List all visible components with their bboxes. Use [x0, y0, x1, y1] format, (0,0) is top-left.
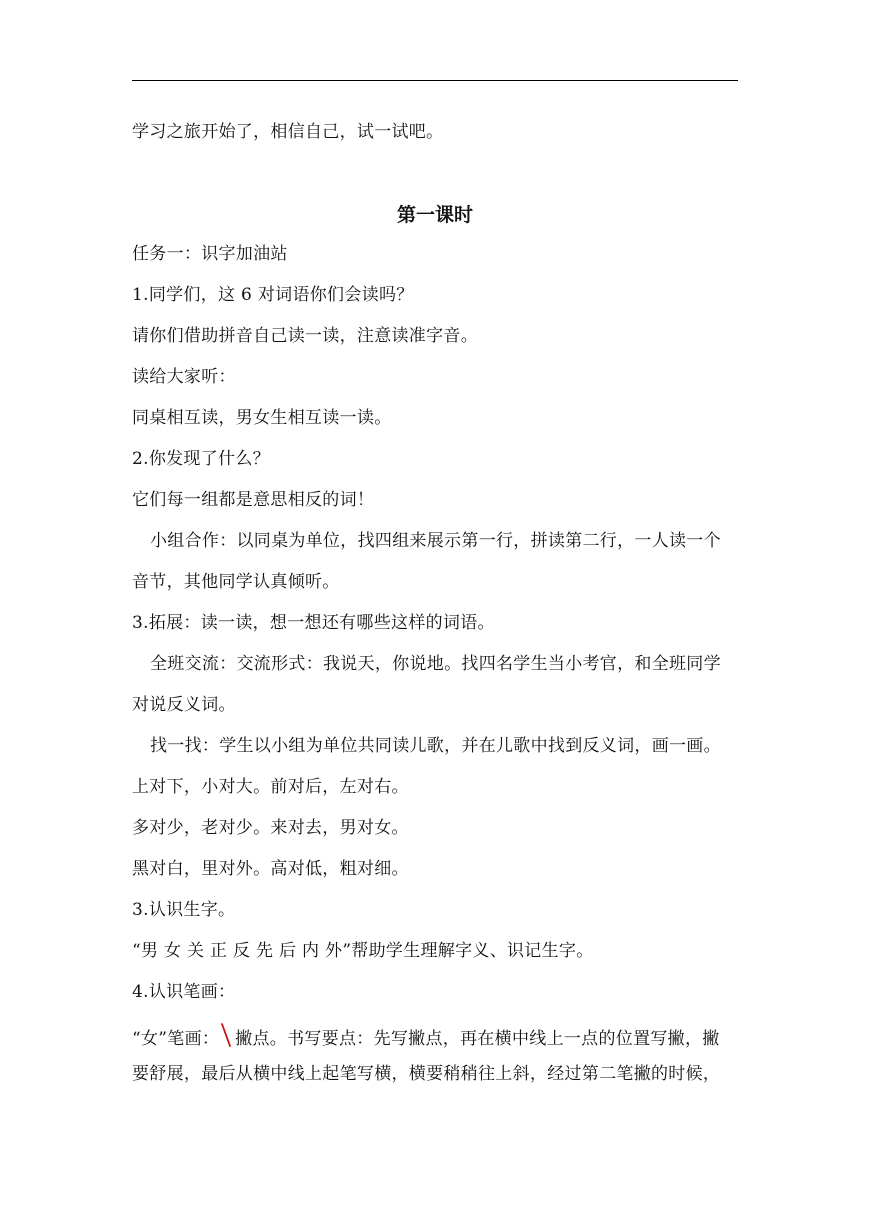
task-title: 任务一：识字加油站 [132, 244, 288, 264]
body-line: 对说反义词。 [132, 695, 236, 715]
body-line: 黑对白，里对外。高对低，粗对细。 [132, 859, 409, 879]
body-line: 3.认识生字。 [132, 900, 236, 920]
body-line: 2.你发现了什么？ [132, 449, 270, 469]
body-line: 读给大家听： [132, 367, 236, 387]
intro-line: 学习之旅开始了，相信自己，试一试吧。 [132, 122, 444, 142]
stroke-line-prefix: “女”笔画： [132, 1029, 220, 1049]
body-line: 同桌相互读，男女生相互读一读。 [132, 408, 392, 428]
body-line: 小组合作：以同桌为单位，找四组来展示第一行，拼读第二行，一人读一个 [150, 531, 721, 551]
body-line: 上对下，小对大。前对后，左对右。 [132, 777, 409, 797]
body-line: 要舒展，最后从横中线上起笔写横，横要稍稍往上斜，经过第二笔撇的时候， [132, 1064, 721, 1084]
body-line: 它们每一组都是意思相反的词！ [132, 490, 375, 510]
body-line: 音节，其他同学认真倾听。 [132, 572, 340, 592]
stroke-line [132, 1022, 720, 1050]
body-line: 3.拓展：读一读，想一想还有哪些这样的词语。 [132, 613, 495, 633]
lesson-title: 第一课时 [396, 204, 473, 226]
body-line: “男 女 关 正 反 先 后 内 外”帮助学生理解字义、识记生字。 [132, 941, 594, 961]
body-line: 4.认识笔画： [132, 982, 236, 1002]
stroke-line-suffix: 撇点。书写要点：先写撇点，再在横中线上一点的位置写撇，撇 [235, 1029, 720, 1049]
body-line: 多对少，老对少。来对去，男对女。 [132, 818, 409, 838]
pie-dian-stroke-icon [219, 1022, 233, 1050]
body-line: 全班交流：交流形式：我说天，你说地。找四名学生当小考官，和全班同学 [150, 654, 721, 674]
body-line: 请你们借助拼音自己读一读，注意读准字音。 [132, 326, 478, 346]
body-line: 找一找：学生以小组为单位共同读儿歌，并在儿歌中找到反义词，画一画。 [150, 736, 721, 756]
header-rule [132, 80, 738, 81]
body-line: 1.同学们，这 6 对词语你们会读吗？ [132, 285, 414, 305]
